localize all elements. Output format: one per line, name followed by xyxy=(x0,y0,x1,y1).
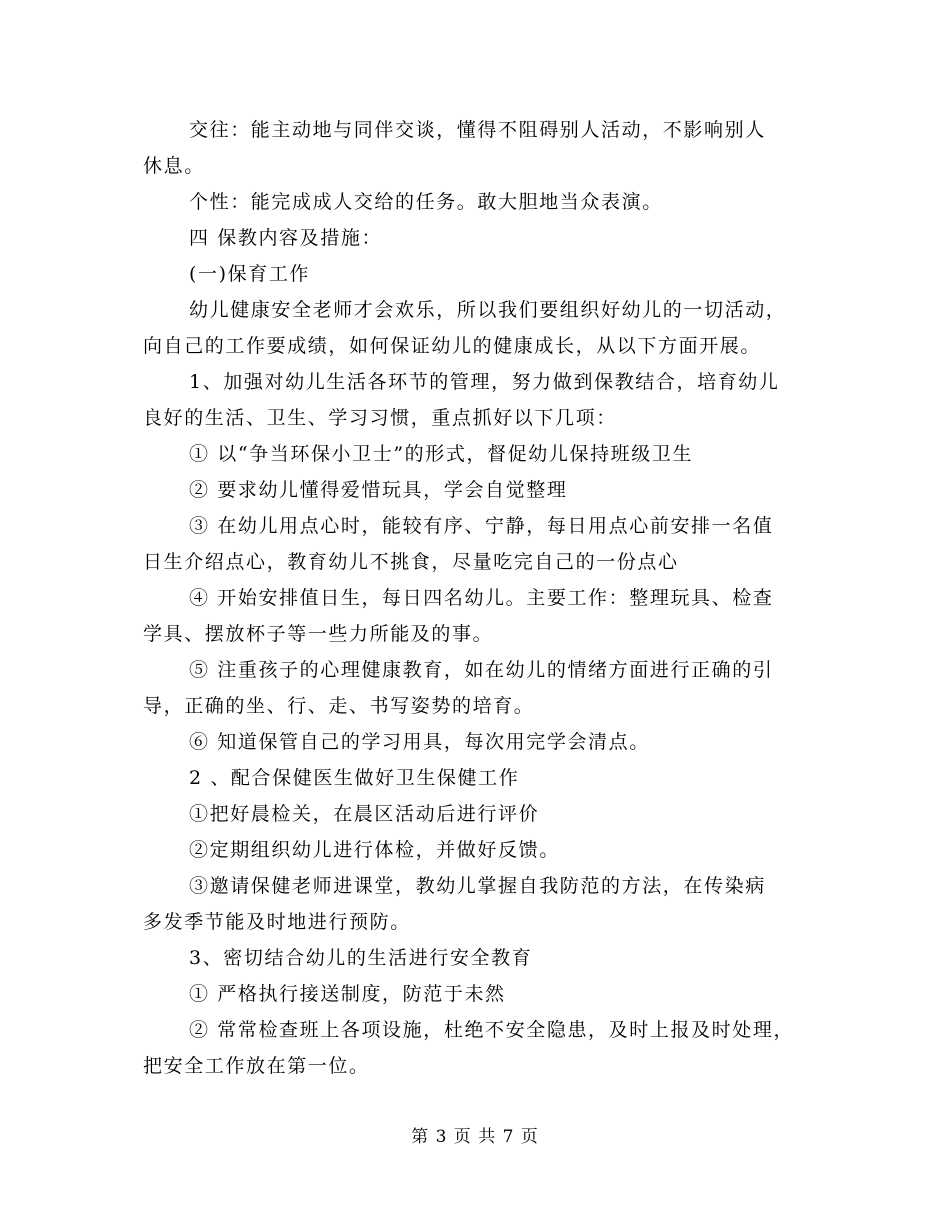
paragraph-line: ③邀请保健老师进课堂，教幼儿掌握自我防范的方法，在传染病 xyxy=(189,875,766,897)
paragraph-line: ④ 开始安排值日生，每日四名幼儿。主要工作：整理玩具、检查 xyxy=(189,587,774,609)
paragraph-line: 导，正确的坐、行、走、书写姿势的培育。 xyxy=(143,695,535,717)
paragraph-line: 学具、摆放杯子等一些力所能及的事。 xyxy=(143,623,494,645)
page-footer: 第 3 页 共 7 页 xyxy=(411,1127,539,1147)
paragraph-line: 向自己的工作要成绩，如何保证幼儿的健康成长，从以下方面开展。 xyxy=(143,335,762,357)
paragraph-line: ②定期组织幼儿进行体检，并做好反馈。 xyxy=(189,839,560,861)
paragraph-line: ③ 在幼儿用点心时，能较有序、宁静，每日用点心前安排一名值 xyxy=(189,515,774,537)
paragraph-line: 交往：能主动地与同伴交谈，懂得不阻碍别人活动，不影响别人 xyxy=(189,119,766,141)
paragraph-line: ② 常常检查班上各项设施，杜绝不安全隐患，及时上报及时处理， xyxy=(189,1019,795,1041)
paragraph-line: 休息。 xyxy=(143,155,205,177)
paragraph-line: 把安全工作放在第一位。 xyxy=(143,1055,370,1077)
paragraph-line: 四 保教内容及措施： xyxy=(189,227,383,249)
paragraph-line: ① 严格执行接送制度，防范于未然 xyxy=(189,983,506,1005)
document-body xyxy=(143,112,811,1084)
paragraph-line: 1、加强对幼儿生活各环节的管理，努力做到保教结合，培育幼儿 xyxy=(189,371,780,393)
paragraph-line: ①把好晨检关，在晨区活动后进行评价 xyxy=(189,803,540,825)
paragraph-line: 个性：能完成成人交给的任务。敢大胆地当众表演。 xyxy=(189,191,663,213)
paragraph-line: 良好的生活、卫生、学习习惯，重点抓好以下几项： xyxy=(143,407,617,429)
paragraph-line: ⑤ 注重孩子的心理健康教育，如在幼儿的情绪方面进行正确的引 xyxy=(189,659,774,681)
paragraph-line: ② 要求幼儿懂得爱惜玩具，学会自觉整理 xyxy=(189,479,568,501)
paragraph-line: 3、密切结合幼儿的生活进行安全教育 xyxy=(189,947,533,969)
paragraph-line: ① 以“争当环保小卫士”的形式，督促幼儿保持班级卫生 xyxy=(189,443,694,465)
paragraph-line: 2 、配合保健医生做好卫生保健工作 xyxy=(189,767,520,789)
paragraph-line: 幼儿健康安全老师才会欢乐，所以我们要组织好幼儿的一切活动， xyxy=(189,299,787,321)
paragraph-line: 日生介绍点心，教育幼儿不挑食，尽量吃完自己的一份点心 xyxy=(143,551,679,573)
paragraph-line: 多发季节能及时地进行预防。 xyxy=(143,911,411,933)
paragraph-line: (一)保育工作 xyxy=(189,263,311,285)
paragraph-line: ⑥ 知道保管自己的学习用具，每次用完学会清点。 xyxy=(189,731,650,753)
